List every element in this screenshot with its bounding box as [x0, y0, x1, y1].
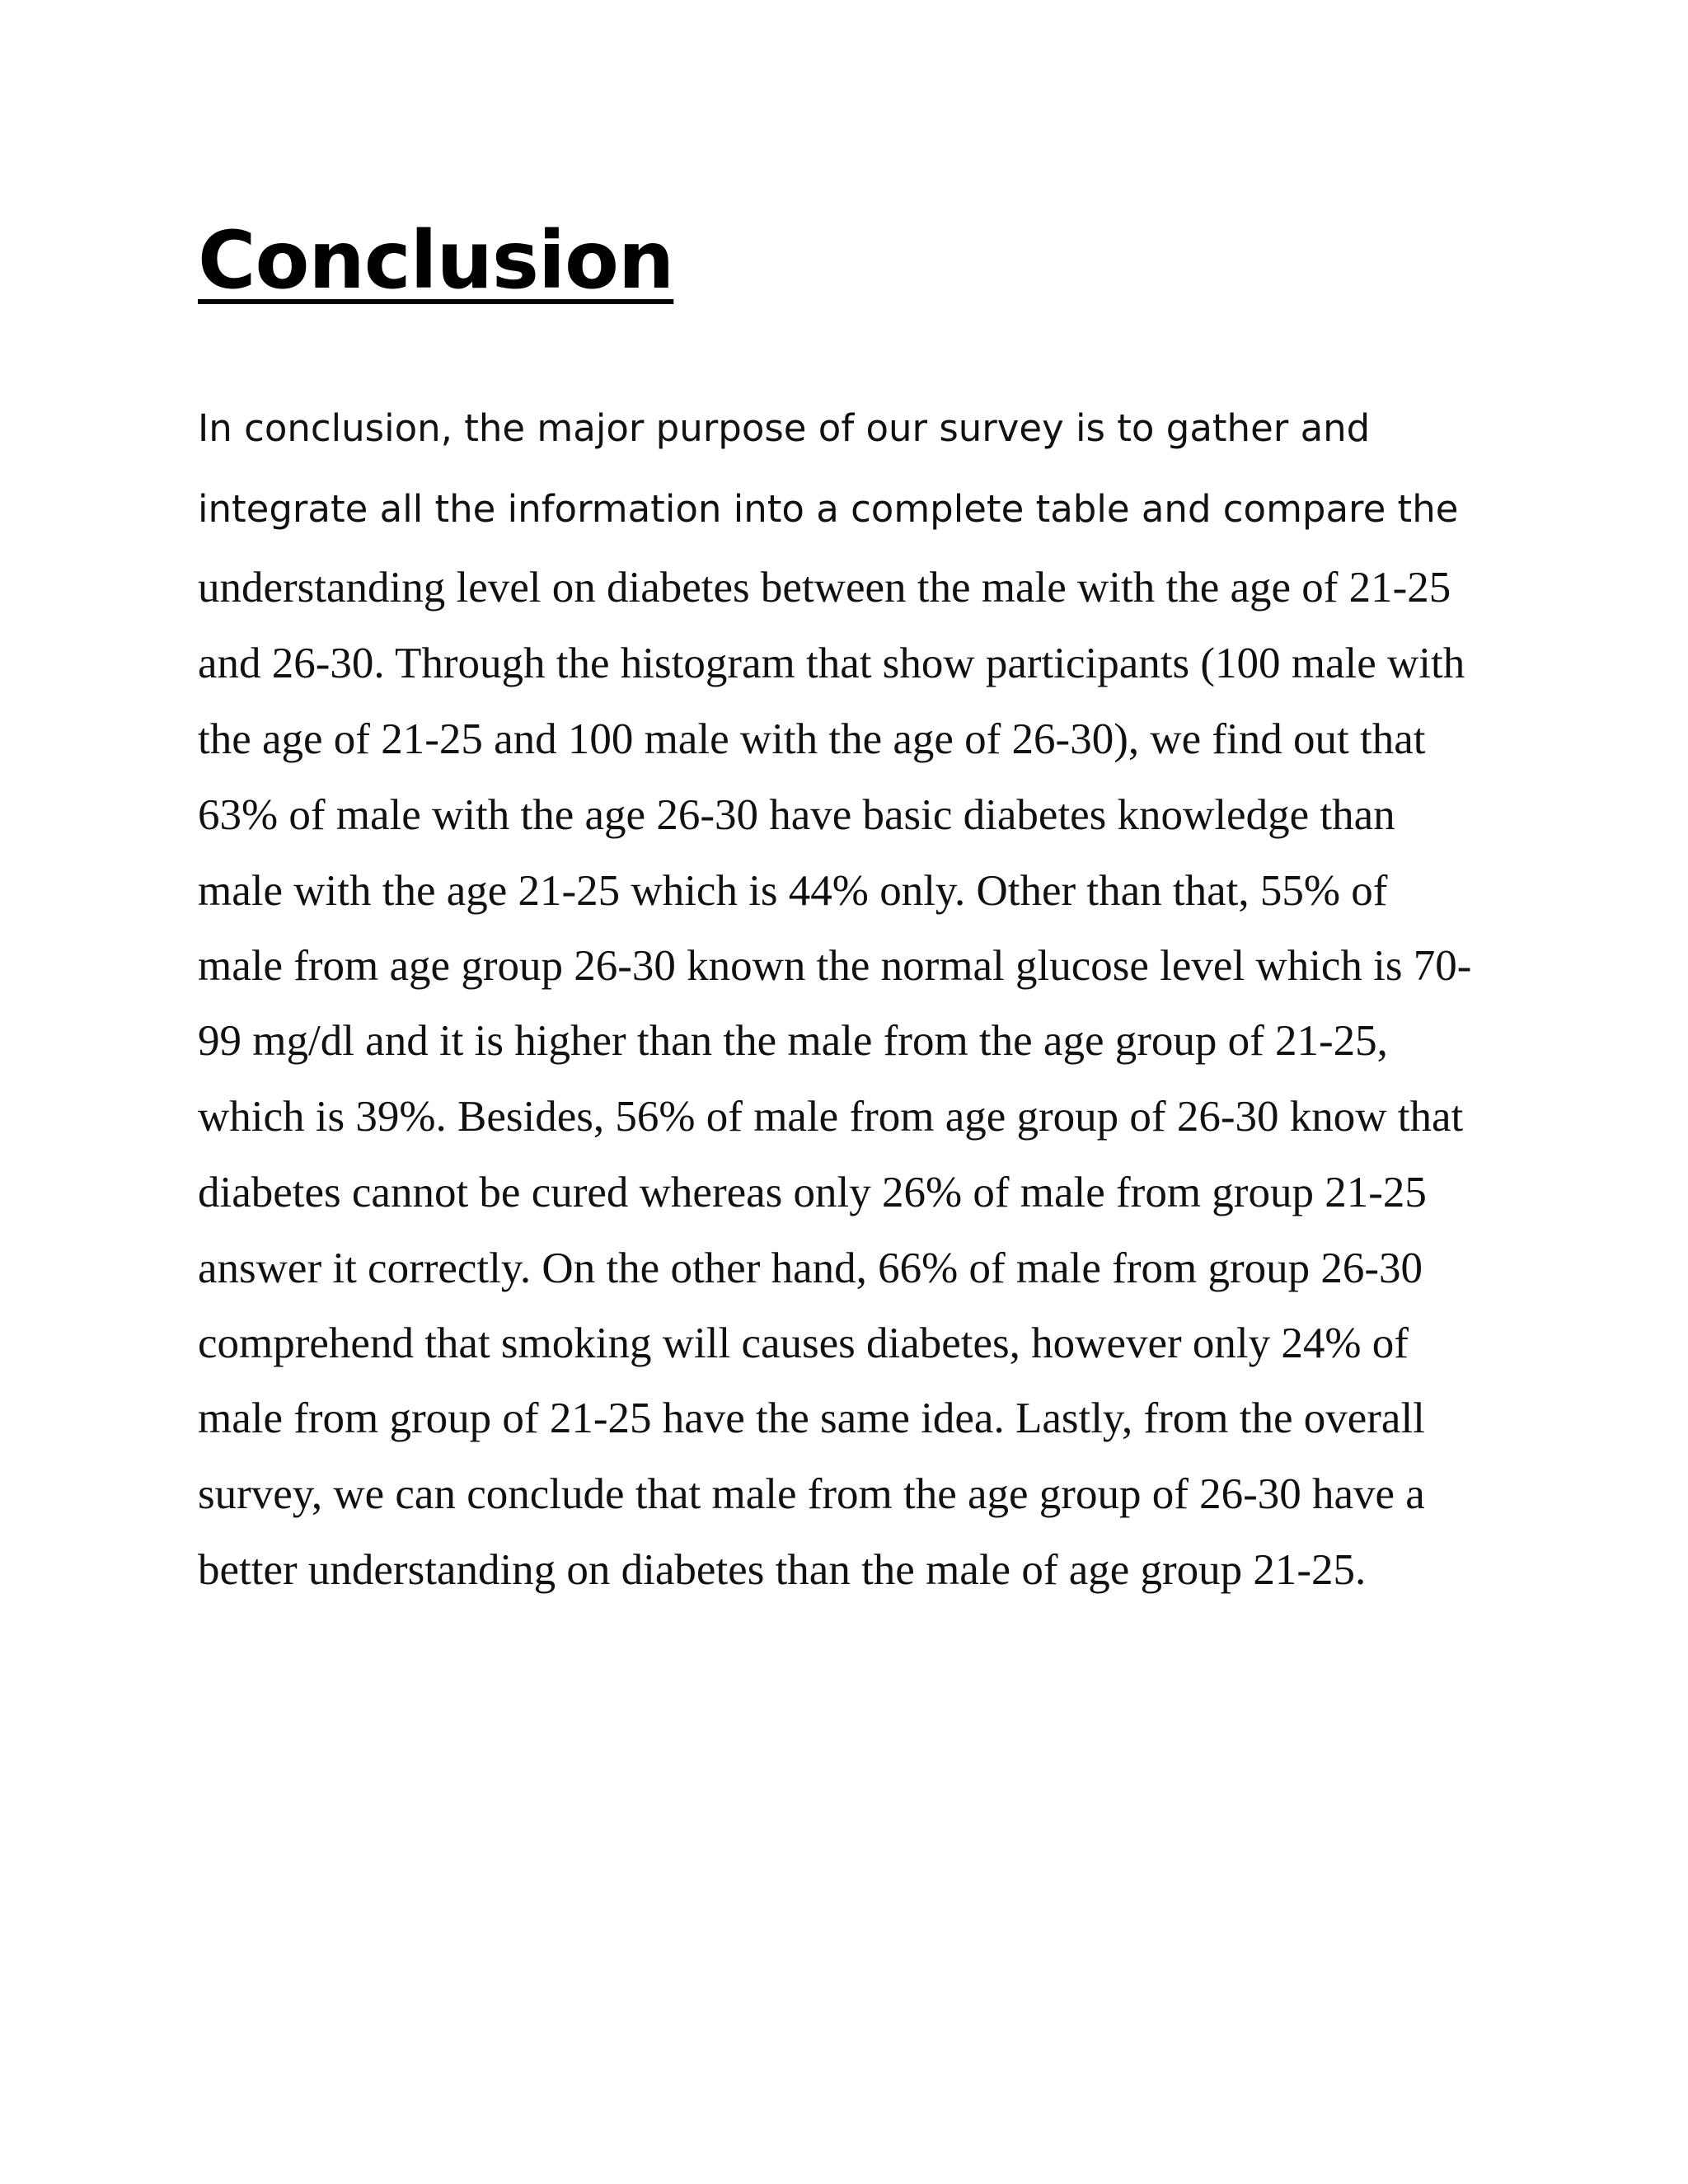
paragraph-line: male from age group 26-30 known the normal glucose level which is 70-: [198, 942, 1472, 990]
paragraph-line: understanding level on diabetes between the male with the age of 21-25: [198, 564, 1451, 612]
paragraph-line: comprehend that smoking will causes diabetes, however only 24% of: [198, 1319, 1409, 1367]
paragraph-line: 99 mg/dl and it is higher than the male from the age group of 21-25,: [198, 1017, 1388, 1065]
paragraph-line: and 26-30. Through the histogram that show participants (100 male with: [198, 640, 1465, 687]
page-title: Conclusion: [198, 214, 674, 307]
paragraph-line: which is 39%. Besides, 56% of male from age group of 26-30 know that: [198, 1093, 1464, 1141]
paragraph-line: 63% of male with the age 26-30 have basic diabetes knowledge than: [198, 791, 1395, 839]
paragraph-line: male with the age 21-25 which is 44% only. Other than that, 55% of: [198, 867, 1388, 915]
paragraph-line: In conclusion, the major purpose of our survey is to gather and: [198, 406, 1371, 450]
paragraph-line: the age of 21-25 and 100 male with the age of 26-30), we find out that: [198, 715, 1426, 763]
paragraph-line: integrate all the information into a complete table and compare the: [198, 487, 1459, 531]
paragraph-line: survey, we can conclude that male from the age group of 26-30 have a: [198, 1470, 1425, 1518]
paragraph-line: diabetes cannot be cured whereas only 26% of male from group 21-25: [198, 1169, 1427, 1216]
paragraph-line: male from group of 21-25 have the same idea. Lastly, from the overall: [198, 1394, 1425, 1442]
paragraph-line: better understanding on diabetes than the male of age group 21-25.: [198, 1546, 1367, 1594]
paragraph-line: answer it correctly. On the other hand, 66% of male from group 26-30: [198, 1244, 1423, 1292]
